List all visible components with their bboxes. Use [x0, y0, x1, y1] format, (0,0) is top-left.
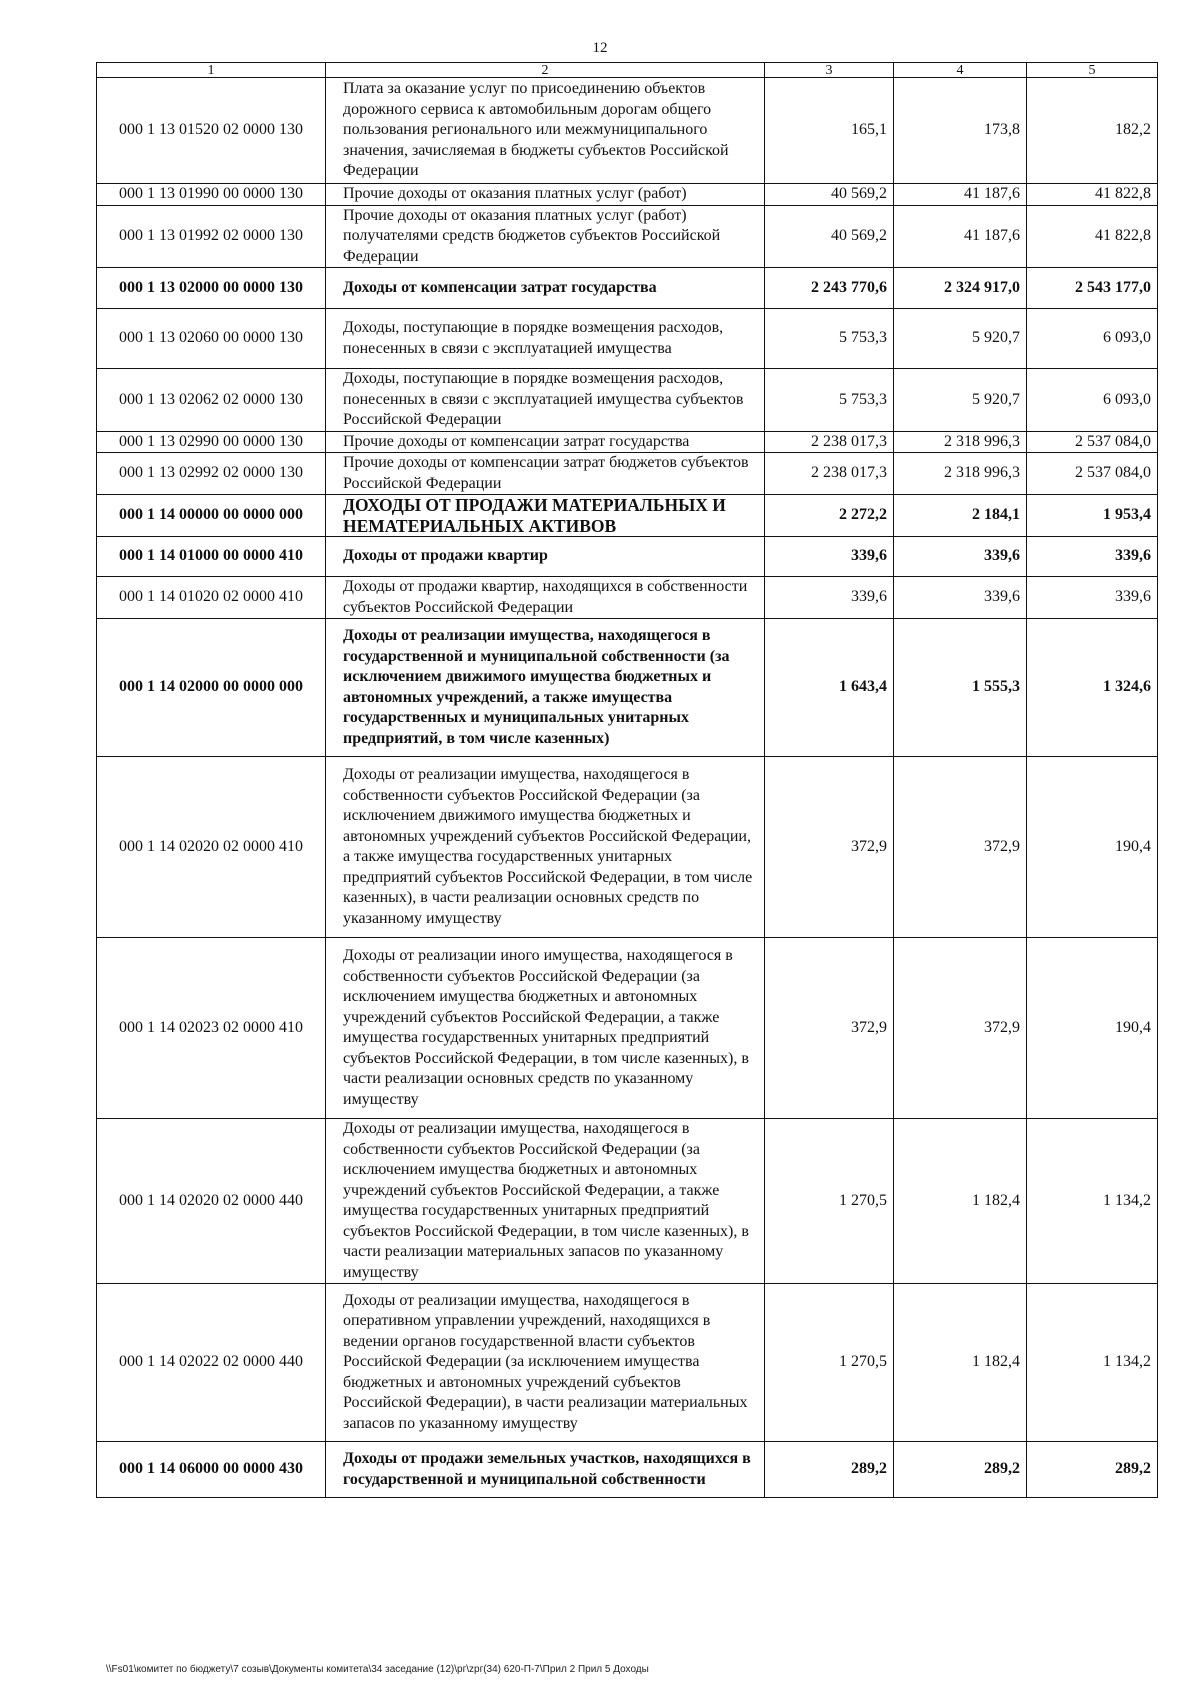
table-row	[97, 1284, 1158, 1442]
column-number-1: 1	[97, 63, 326, 78]
value-col3-cell: 372,9	[765, 757, 894, 938]
table-row	[97, 184, 1158, 206]
income-name-cell: Доходы от реализации имущества, находящегося в собственности субъектов Российской Федерации (за исключением движимого имущества бюджетных и автономных учреждений субъектов Российской Федерации, а также имущества государственных унитарных предприятий субъектов Российской Федерации, в том числе казенных), в части реализации основных средств по указанному имуществу	[326, 757, 765, 938]
table-row	[97, 495, 1158, 537]
value-col3-cell: 5 753,3	[765, 309, 894, 369]
value-col3-cell: 2 238 017,3	[765, 431, 894, 453]
value-col4-cell: 5 920,7	[894, 369, 1027, 432]
budget-code-cell: 000 1 13 01992 02 0000 130	[97, 205, 326, 268]
value-col3-cell: 1 270,5	[765, 1119, 894, 1284]
value-col5-cell: 41 822,8	[1027, 205, 1158, 268]
value-col3-cell: 1 643,4	[765, 619, 894, 757]
income-name-cell: Прочие доходы от компенсации затрат государства	[326, 431, 765, 453]
income-name-cell: Плата за оказание услуг по присоединению объектов дорожного сервиса к автомобильным дорогам общего пользования регионального или межмуниципального значения, зачисляемая в бюджеты субъектов Российской Федерации	[326, 78, 765, 184]
value-col4-cell: 339,6	[894, 537, 1027, 577]
income-name-cell: Доходы от реализации имущества, находящегося в собственности субъектов Российской Федерации (за исключением имущества бюджетных и автономных учреждений субъектов Российской Федерации, а также имущества государственных унитарных предприятий субъектов Российской Федерации, в том числе казенных), в части реализации материальных запасов по указанному имуществу	[326, 1119, 765, 1284]
value-col5-cell: 2 537 084,0	[1027, 453, 1158, 495]
table-row	[97, 453, 1158, 495]
budget-code-cell: 000 1 13 01990 00 0000 130	[97, 184, 326, 206]
value-col4-cell: 339,6	[894, 577, 1027, 619]
table-row	[97, 1442, 1158, 1498]
value-col3-cell: 339,6	[765, 537, 894, 577]
table-row	[97, 78, 1158, 184]
value-col3-cell: 5 753,3	[765, 369, 894, 432]
budget-code-cell: 000 1 14 06000 00 0000 430	[97, 1442, 326, 1498]
value-col3-cell: 2 272,2	[765, 495, 894, 537]
budget-code-cell: 000 1 14 02020 02 0000 410	[97, 757, 326, 938]
budget-code-cell: 000 1 13 02060 00 0000 130	[97, 309, 326, 369]
budget-code-cell: 000 1 14 02023 02 0000 410	[97, 938, 326, 1119]
revenue-table-body	[97, 63, 1158, 1498]
value-col4-cell: 173,8	[894, 78, 1027, 184]
budget-code-cell: 000 1 14 02020 02 0000 440	[97, 1119, 326, 1284]
income-name-cell: Доходы от продажи квартир	[326, 537, 765, 577]
value-col5-cell: 1 134,2	[1027, 1284, 1158, 1442]
value-col5-cell: 1 324,6	[1027, 619, 1158, 757]
value-col3-cell: 2 243 770,6	[765, 268, 894, 309]
budget-code-cell: 000 1 13 02062 02 0000 130	[97, 369, 326, 432]
value-col4-cell: 372,9	[894, 757, 1027, 938]
value-col4-cell: 372,9	[894, 938, 1027, 1119]
income-name-cell: Доходы от продажи земельных участков, находящихся в государственной и муниципальной собственности	[326, 1442, 765, 1498]
budget-code-cell: 000 1 13 02992 02 0000 130	[97, 453, 326, 495]
value-col5-cell: 289,2	[1027, 1442, 1158, 1498]
table-row	[97, 205, 1158, 268]
table-row	[97, 268, 1158, 309]
value-col3-cell: 40 569,2	[765, 184, 894, 206]
column-number-row	[97, 63, 1158, 78]
income-name-cell: Доходы от реализации имущества, находящегося в государственной и муниципальной собственности (за исключением движимого имущества бюджетных и автономных учреждений, а также имущества государственных и муниципальных унитарных предприятий, в том числе казенных)	[326, 619, 765, 757]
income-name-cell: Доходы от компенсации затрат государства	[326, 268, 765, 309]
budget-code-cell: 000 1 14 01020 02 0000 410	[97, 577, 326, 619]
value-col3-cell: 2 238 017,3	[765, 453, 894, 495]
budget-code-cell: 000 1 14 00000 00 0000 000	[97, 495, 326, 537]
table-row	[97, 577, 1158, 619]
income-name-cell: Доходы от продажи квартир, находящихся в собственности субъектов Российской Федерации	[326, 577, 765, 619]
value-col5-cell: 1 953,4	[1027, 495, 1158, 537]
value-col5-cell: 6 093,0	[1027, 369, 1158, 432]
value-col4-cell: 41 187,6	[894, 205, 1027, 268]
value-col5-cell: 339,6	[1027, 537, 1158, 577]
income-name-cell: Доходы от реализации имущества, находящегося в оперативном управлении учреждений, находящихся в ведении органов государственной власти субъектов Российской Федерации (за исключением имущества бюджетных и автономных учреждений субъектов Российской Федерации), в части реализации материальных запасов по указанному имуществу	[326, 1284, 765, 1442]
value-col3-cell: 339,6	[765, 577, 894, 619]
value-col3-cell: 165,1	[765, 78, 894, 184]
value-col4-cell: 2 184,1	[894, 495, 1027, 537]
budget-code-cell: 000 1 14 02000 00 0000 000	[97, 619, 326, 757]
value-col3-cell: 289,2	[765, 1442, 894, 1498]
budget-code-cell: 000 1 14 01000 00 0000 410	[97, 537, 326, 577]
value-col5-cell: 1 134,2	[1027, 1119, 1158, 1284]
table-row	[97, 431, 1158, 453]
table-row	[97, 309, 1158, 369]
table-row	[97, 537, 1158, 577]
budget-code-cell: 000 1 14 02022 02 0000 440	[97, 1284, 326, 1442]
page-number: 12	[592, 40, 608, 56]
column-number-5: 5	[1027, 63, 1158, 78]
value-col4-cell: 41 187,6	[894, 184, 1027, 206]
value-col4-cell: 289,2	[894, 1442, 1027, 1498]
value-col3-cell: 40 569,2	[765, 205, 894, 268]
value-col4-cell: 2 324 917,0	[894, 268, 1027, 309]
income-name-cell: Прочие доходы от компенсации затрат бюджетов субъектов Российской Федерации	[326, 453, 765, 495]
value-col3-cell: 372,9	[765, 938, 894, 1119]
value-col5-cell: 182,2	[1027, 78, 1158, 184]
value-col5-cell: 190,4	[1027, 757, 1158, 938]
income-name-cell: Прочие доходы от оказания платных услуг (работ) получателями средств бюджетов субъектов Российской Федерации	[326, 205, 765, 268]
value-col5-cell: 6 093,0	[1027, 309, 1158, 369]
column-number-4: 4	[894, 63, 1027, 78]
footer-file-path: \\Fs01\комитет по бюджету\7 созыв\Документы комитета\34 заседание (12)\рг\zрг(34) 620-П-7\Прил 2 Прил 5 Доходы	[106, 1664, 649, 1675]
budget-code-cell: 000 1 13 02990 00 0000 130	[97, 431, 326, 453]
value-col5-cell: 41 822,8	[1027, 184, 1158, 206]
value-col3-cell: 1 270,5	[765, 1284, 894, 1442]
value-col5-cell: 2 537 084,0	[1027, 431, 1158, 453]
value-col5-cell: 190,4	[1027, 938, 1158, 1119]
revenue-table	[96, 62, 1158, 1498]
table-row	[97, 938, 1158, 1119]
table-row	[97, 369, 1158, 432]
value-col4-cell: 2 318 996,3	[894, 453, 1027, 495]
column-number-3: 3	[765, 63, 894, 78]
budget-code-cell: 000 1 13 01520 02 0000 130	[97, 78, 326, 184]
table-row	[97, 619, 1158, 757]
value-col4-cell: 2 318 996,3	[894, 431, 1027, 453]
value-col5-cell: 2 543 177,0	[1027, 268, 1158, 309]
column-number-2: 2	[326, 63, 765, 78]
value-col5-cell: 339,6	[1027, 577, 1158, 619]
value-col4-cell: 1 182,4	[894, 1119, 1027, 1284]
budget-code-cell: 000 1 13 02000 00 0000 130	[97, 268, 326, 309]
income-name-cell: ДОХОДЫ ОТ ПРОДАЖИ МАТЕРИАЛЬНЫХ И НЕМАТЕРИАЛЬНЫХ АКТИВОВ	[326, 495, 765, 537]
value-col4-cell: 5 920,7	[894, 309, 1027, 369]
table-row	[97, 1119, 1158, 1284]
income-name-cell: Доходы, поступающие в порядке возмещения расходов, понесенных в связи с эксплуатацией имущества субъектов Российской Федерации	[326, 369, 765, 432]
income-name-cell: Доходы, поступающие в порядке возмещения расходов, понесенных в связи с эксплуатацией имущества	[326, 309, 765, 369]
income-name-cell: Прочие доходы от оказания платных услуг (работ)	[326, 184, 765, 206]
income-name-cell: Доходы от реализации иного имущества, находящегося в собственности субъектов Российской Федерации (за исключением имущества бюджетных и автономных учреждений субъектов Российской Федерации, а также имущества государственных унитарных предприятий субъектов Российской Федерации, в том числе казенных), в части реализации основных средств по указанному имуществу	[326, 938, 765, 1119]
value-col4-cell: 1 182,4	[894, 1284, 1027, 1442]
table-row	[97, 757, 1158, 938]
value-col4-cell: 1 555,3	[894, 619, 1027, 757]
